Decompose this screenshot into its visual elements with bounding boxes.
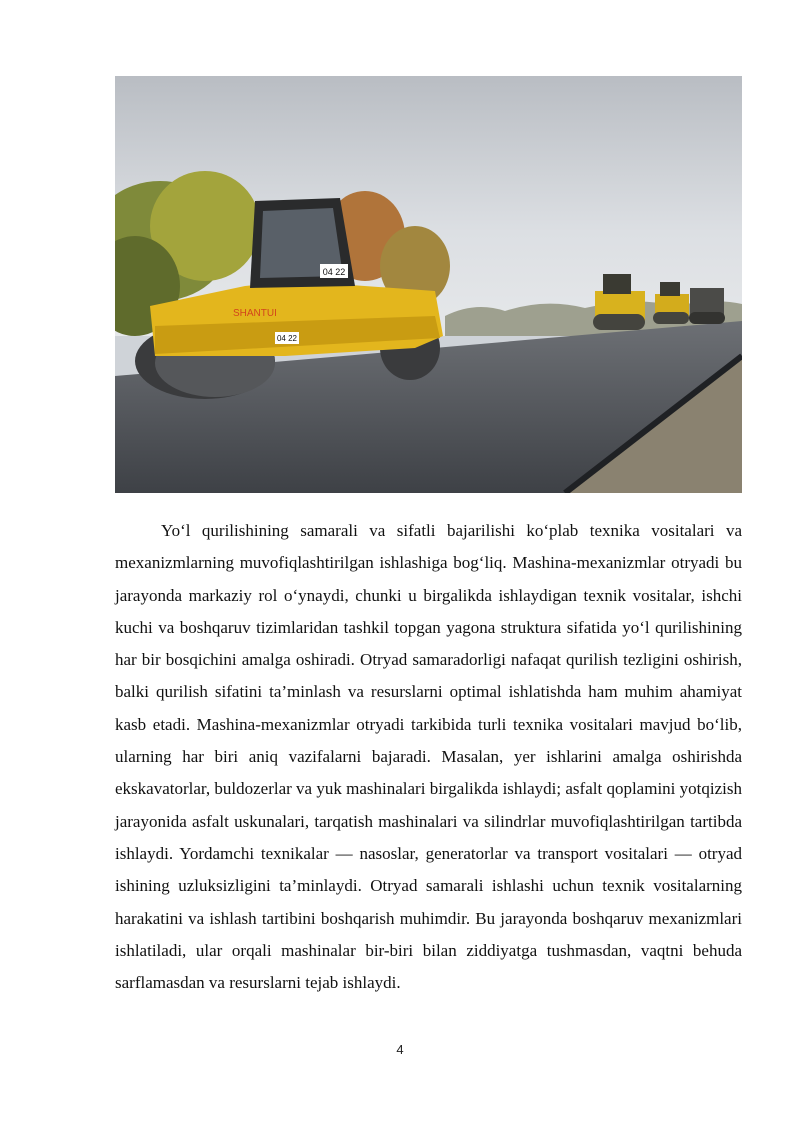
roller-brand-label: SHANTUI bbox=[233, 308, 277, 319]
roller-number-label-2: 04 22 bbox=[276, 334, 298, 343]
page-number: 4 bbox=[396, 1042, 404, 1057]
roller-number-label: 04 22 bbox=[322, 267, 346, 277]
road-rollers-illustration bbox=[115, 76, 742, 493]
road-rollers-photo bbox=[115, 76, 742, 493]
distant-roller-3 bbox=[689, 288, 725, 324]
body-paragraph: Yo‘l qurilishining samarali va sifatli bajarilishi ko‘plab texnika vositalari va mexanizmlarning muvofiqlashtirilgan ishlashiga bog‘liq. Mashina-mexanizmlar otryadi bu jarayonda markaziy rol o‘ynaydi, chunki u birgalikda ishlaydigan texnik vositalar, ishchi kuchi va boshqaruv tizimlaridan tashkil topgan yagona struktura sifatida yo‘l qurilishining har bir bosqichini amalga oshiradi. Otryad samaradorligi nafaqat qurilish tezligini oshirish, balki qurilish sifatini ta’minlash va resurslarni optimal ishlatishda ham muhim ahamiyat kasb etadi. Mashina-mexanizmlar otryadi tarkibida turli texnika vositalari mavjud bo‘lib, ularning har biri aniq vazifalarni bajaradi. Masalan, yer ishlarini amalga oshirishda ekskavatorlar, buldozerlar va yuk mashinalari birgalikda ishlaydi; asfalt qoplamini yotqizish jarayonida asfalt uskunalari, tarqatish mashinalari va silindrlar muvofiqlashtirilgan tartibda ishlaydi. Yordamchi texnikalar — nasoslar, generatorlar va transport vositalari — otryad ishining uzluksizligini ta’minlaydi. Otryad samarali ishlashi uchun texnik vositalarning harakatini va ishlash tartibini boshqarish muhimdir. Bu jarayonda boshqaruv mexanizmlari ishlatiladi, ular orqali mashinalar bir-biri bilan ziddiyatga tushmasdan, vaqtni behuda sarflamasdan va resurslarni tejab ishlaydi. bbox=[115, 521, 742, 993]
